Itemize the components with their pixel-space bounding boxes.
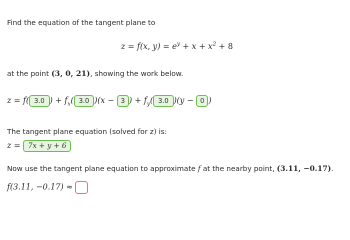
f-value-input[interactable]: 3.0 bbox=[29, 95, 50, 107]
point-line bbox=[7, 69, 183, 78]
result-line bbox=[7, 140, 71, 152]
work-prefix: z = f( bbox=[7, 96, 30, 105]
function-equation bbox=[121, 42, 233, 52]
point-value: (3, 0, 21) bbox=[51, 69, 91, 78]
fx-value-input[interactable]: 3.0 bbox=[74, 95, 95, 107]
work-plus-fx: ) + f bbox=[49, 96, 68, 105]
point-suffix: , showing the work below. bbox=[90, 69, 184, 78]
equation-lhs: z = f(x, y) = e bbox=[121, 42, 177, 51]
approx-instruction bbox=[7, 164, 333, 173]
approx-line bbox=[7, 181, 88, 194]
work-plus-fy: ) + f bbox=[128, 96, 147, 105]
fy-open: ( bbox=[149, 96, 154, 105]
approx-instruction-end: . bbox=[331, 164, 334, 173]
tangent-plane-answer-input[interactable]: 7x + y + 6 bbox=[23, 140, 71, 152]
approx-instruction-f: f bbox=[197, 164, 201, 173]
work-close: ) bbox=[208, 96, 212, 105]
fy-subscript: y bbox=[146, 101, 150, 108]
approx-instruction-mid: at the nearby point, bbox=[202, 164, 275, 173]
point-text: at the point bbox=[7, 69, 49, 78]
equation-tail: + 8 bbox=[216, 42, 233, 51]
problem-instruction: Find the equation of the tangent plane to bbox=[7, 18, 156, 27]
fx-subscript: x bbox=[67, 101, 71, 108]
equation-exponent: y bbox=[176, 41, 180, 48]
equation-square: 2 bbox=[212, 41, 217, 48]
fx-open: ( bbox=[70, 96, 74, 105]
approx-answer-input[interactable] bbox=[75, 181, 88, 194]
work-y-term: )(y − bbox=[173, 96, 194, 105]
equation-rhs: + x + x bbox=[179, 42, 213, 51]
result-label: The tangent plane equation (solved for z) is: bbox=[7, 127, 167, 136]
y0-value-input[interactable]: 0 bbox=[196, 95, 208, 107]
approx-instruction-pre: Now use the tangent plane equation to approximate bbox=[7, 164, 196, 173]
approx-lhs: f(3.11, −0.17) ≈ bbox=[7, 182, 73, 192]
tangent-work-line bbox=[7, 95, 211, 107]
work-x-term: )(x − bbox=[94, 96, 115, 105]
approx-point: (3.11, −0.17) bbox=[276, 164, 332, 173]
result-z-eq: z = bbox=[7, 141, 21, 150]
fy-value-input[interactable]: 3.0 bbox=[153, 95, 174, 107]
x0-value-input[interactable]: 3 bbox=[117, 95, 129, 107]
